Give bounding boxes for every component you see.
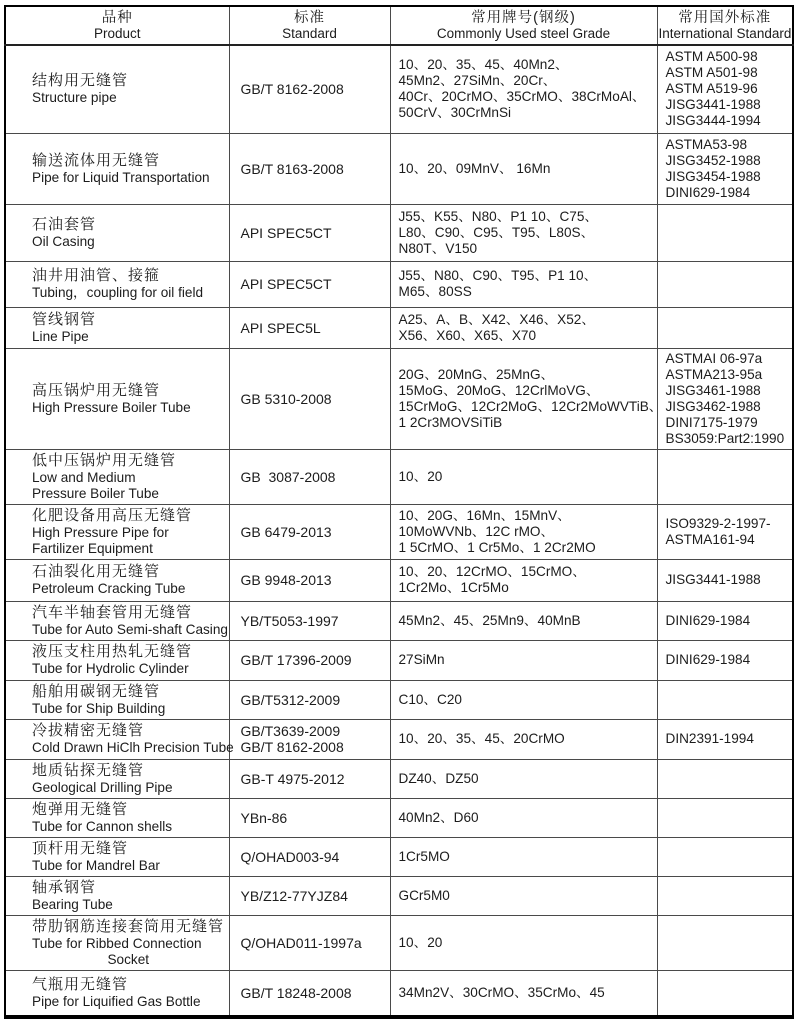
- product-line: Tube for Ship Building: [32, 700, 166, 716]
- cell-standard: [229, 970, 390, 1017]
- intl-line: ASTMA213-95a: [665, 366, 763, 382]
- grades-line: GCr5M0: [398, 887, 450, 903]
- cell-grades: [390, 876, 657, 915]
- table-row: [5, 504, 793, 559]
- cell-intl: [657, 759, 793, 798]
- intl-line: ASTM A500-98: [665, 49, 758, 65]
- cell-intl: [657, 504, 793, 559]
- cell-standard: [229, 133, 390, 204]
- standard-line: GB/T 8162-2008: [240, 81, 344, 98]
- grades-line: 45Mn2、45、25Mn9、40MnB: [398, 612, 581, 628]
- cell-intl: [657, 837, 793, 876]
- grades-line: 15MoG、20MoG、12CrlMoVG、: [398, 382, 600, 398]
- header-intl-en: International Standard: [658, 25, 792, 41]
- cell-grades: [390, 837, 657, 876]
- cell-grades: [390, 133, 657, 204]
- header-product-en: Product: [93, 25, 141, 41]
- cell-standard: [229, 915, 390, 970]
- standard-line: API SPEC5CT: [240, 224, 332, 241]
- cell-intl: [657, 204, 793, 261]
- cell-intl: [657, 348, 793, 449]
- cell-product: [5, 680, 229, 719]
- product-line: 气瓶用无缝管: [32, 975, 129, 993]
- cell-grades: [390, 759, 657, 798]
- product-line: 输送流体用无缝管: [32, 151, 161, 169]
- product-line: 轴承钢管: [32, 878, 97, 896]
- cell-grades: [390, 261, 657, 307]
- cell-standard: [229, 261, 390, 307]
- cell-grades: [390, 915, 657, 970]
- cell-intl: [657, 449, 793, 504]
- grades-line: X56、X60、X65、X70: [398, 327, 537, 343]
- standard-line: GB 6479-2013: [240, 523, 332, 540]
- standard-line: GB 5310-2008: [240, 390, 332, 407]
- cell-standard: [229, 559, 390, 601]
- cell-grades: [390, 348, 663, 449]
- cell-product: [5, 307, 229, 348]
- standard-line: GB/T 17396-2009: [240, 652, 352, 668]
- intl-line: JISG3452-1988: [665, 152, 761, 168]
- product-line: 地质钻探无缝管: [32, 761, 145, 779]
- grades-line: 40Mn2、D60: [398, 809, 479, 825]
- cell-grades: [390, 798, 657, 837]
- grades-line: 45Mn2、27SiMn、20Cr、: [398, 73, 557, 89]
- product-line: Structure pipe: [32, 90, 117, 106]
- intl-line: JISG3444-1994: [665, 113, 761, 129]
- cell-standard: [229, 348, 390, 449]
- intl-line: DINI7175-1979: [665, 414, 758, 430]
- cell-standard: [229, 45, 390, 133]
- table-row: [5, 261, 793, 307]
- cell-product: [5, 204, 229, 261]
- cell-product: [5, 133, 229, 204]
- grades-line: L80、C90、C95、T95、L80S、: [398, 224, 595, 240]
- cell-standard: [229, 719, 390, 759]
- table-row: [5, 45, 793, 133]
- cell-standard: [229, 307, 390, 348]
- product-line: 船舶用碳钢无缝管: [32, 682, 161, 700]
- grades-line: 27SiMn: [398, 652, 445, 667]
- standard-line: API SPEC5L: [240, 319, 321, 336]
- product-line: Tube for Auto Semi-shaft Casing: [32, 621, 228, 637]
- cell-standard: [229, 876, 390, 915]
- table-row: [5, 970, 793, 1017]
- product-line: Pipe for Liquid Transportation: [32, 169, 210, 185]
- cell-product: [5, 559, 229, 601]
- standard-line: GB/T 8162-2008: [240, 739, 344, 755]
- cell-intl: [657, 45, 793, 133]
- header-product-cn: 品种: [101, 9, 133, 26]
- grades-line: 50CrV、30CrMnSi: [398, 105, 512, 121]
- product-line: 冷拔精密无缝管: [32, 722, 145, 739]
- intl-line: JISG3461-1988: [665, 382, 761, 398]
- cell-grades: [390, 601, 657, 640]
- grades-line: 34Mn2V、30CrMO、35CrMo、45: [398, 984, 605, 1000]
- header-grades-en: Commonly Used steel Grade: [436, 25, 611, 41]
- table-row: [5, 759, 793, 798]
- intl-line: ASTMA53-98: [665, 136, 748, 152]
- product-line: 管线钢管: [32, 310, 97, 328]
- standard-line: API SPEC5CT: [240, 276, 332, 292]
- cell-standard: [229, 449, 390, 504]
- product-line: Bearing Tube: [32, 896, 113, 912]
- cell-grades: [390, 559, 657, 601]
- steel-pipe-standards-table: [4, 5, 794, 1019]
- cell-product: [5, 640, 229, 680]
- table-row: [5, 307, 793, 348]
- standard-line: YB/T5053-1997: [240, 612, 339, 629]
- header-cell-grades: [390, 6, 657, 45]
- product-line: Oil Casing: [32, 233, 95, 249]
- product-line: Low and Medium: [32, 469, 136, 485]
- product-line: Tube for Cannon shells: [32, 818, 173, 834]
- standard-line: GB-T 4975-2012: [240, 770, 345, 787]
- cell-standard: [229, 680, 390, 719]
- cell-intl: [657, 261, 793, 307]
- cell-intl: [657, 915, 793, 970]
- cell-product: [5, 915, 229, 970]
- cell-grades: [390, 449, 657, 504]
- product-line: 带肋钢筋连接套筒用无缝管: [32, 917, 225, 935]
- product-line: Cold Drawn HiClh Precision Tube: [32, 740, 234, 755]
- header-standard-cn: 标准: [294, 9, 325, 26]
- product-line: 汽车半轴套管用无缝管: [32, 603, 193, 621]
- table-row: [5, 876, 793, 915]
- grades-line: 1Cr5MO: [398, 848, 450, 864]
- standard-line: YBn-86: [240, 809, 288, 826]
- cell-grades: [390, 204, 657, 261]
- intl-line: DINI629-1984: [665, 184, 751, 200]
- cell-grades: [390, 307, 657, 348]
- cell-intl: [657, 307, 793, 348]
- intl-line: JISG3441-1988: [665, 572, 761, 587]
- product-line: 液压支柱用热轧无缝管: [32, 643, 193, 660]
- header-cell-intl: [657, 6, 793, 45]
- product-line: 化肥设备用高压无缝管: [32, 506, 193, 524]
- intl-line: ASTM A519-96: [665, 81, 758, 97]
- product-line: Pressure Boiler Tube: [32, 485, 159, 501]
- product-line: Tubing，coupling for oil field: [32, 285, 204, 300]
- cell-product: [5, 798, 229, 837]
- cell-standard: [229, 759, 390, 798]
- cell-intl: [657, 133, 793, 204]
- product-line: Tube for Mandrel Bar: [32, 857, 160, 873]
- grades-line: C10、C20: [398, 691, 462, 707]
- product-line: Socket: [107, 951, 150, 967]
- product-line: Tube for Ribbed Connection: [32, 935, 202, 951]
- product-line: 油井用油管、接箍: [32, 267, 161, 284]
- grades-line: 10MoWVNb、12C rMO、: [398, 523, 555, 539]
- cell-standard: [229, 837, 390, 876]
- header-row: [5, 6, 793, 45]
- cell-grades: [390, 504, 657, 559]
- header-cell-product: [5, 6, 229, 45]
- grades-line: 10、20: [398, 934, 443, 950]
- grades-line: 10、20、35、45、20CrMO: [398, 731, 565, 746]
- standard-line: GB/T3639-2009: [240, 723, 341, 739]
- cell-intl: [657, 559, 793, 601]
- grades-line: 15CrMoG、12Cr2MoG、12Cr2MoWVTiB、: [398, 398, 663, 414]
- intl-line: JISG3454-1988: [665, 168, 761, 184]
- grades-line: A25、A、B、X42、X46、X52、: [398, 311, 595, 327]
- product-line: 石油套管: [32, 215, 97, 233]
- table-row: [5, 798, 793, 837]
- product-line: Line Pipe: [32, 328, 89, 344]
- standard-line: GB/T 8163-2008: [240, 160, 344, 177]
- cell-product: [5, 504, 229, 559]
- cell-product: [5, 601, 229, 640]
- intl-line: DINI629-1984: [665, 652, 751, 667]
- product-line: High Pressure Pipe for: [32, 524, 169, 540]
- grades-line: J55、K55、N80、P1 10、C75、: [398, 208, 598, 224]
- table-row: [5, 640, 793, 680]
- cell-product: [5, 759, 229, 798]
- cell-intl: [657, 640, 793, 680]
- table-row: [5, 133, 793, 204]
- grades-line: DZ40、DZ50: [398, 770, 479, 786]
- cell-standard: [229, 601, 390, 640]
- table-header: [5, 6, 793, 45]
- product-line: Tube for Hydrolic Cylinder: [32, 661, 189, 676]
- grades-line: 10、20、12CrMO、15CrMO、: [398, 564, 586, 579]
- standard-line: YB/Z12-77YJZ84: [240, 887, 348, 904]
- product-line: 低中压锅炉用无缝管: [32, 451, 177, 469]
- cell-intl: [657, 798, 793, 837]
- intl-line: ISO9329-2-1997-: [665, 515, 771, 531]
- grades-line: 1 2Cr3MOVSiTiB: [398, 414, 503, 430]
- cell-intl: [657, 719, 793, 759]
- header-standard-en: Standard: [282, 25, 337, 41]
- header-grades-cn: 常用牌号(钢级): [471, 9, 576, 26]
- product-line: 炮弹用无缝管: [32, 800, 129, 818]
- cell-standard: [229, 640, 390, 680]
- intl-line: BS3059:Part2:1990: [665, 430, 785, 446]
- intl-line: DIN2391-1994: [665, 731, 754, 746]
- standard-line: GB 9948-2013: [240, 572, 332, 588]
- product-line: 石油裂化用无缝管: [32, 563, 161, 580]
- table-row: [5, 348, 793, 449]
- product-line: Pipe for Liquified Gas Bottle: [32, 993, 201, 1009]
- grades-line: 10、20: [398, 468, 443, 484]
- grades-line: M65、80SS: [398, 284, 472, 299]
- cell-product: [5, 837, 229, 876]
- grades-line: 20G、20MnG、25MnG、: [398, 366, 555, 382]
- standard-line: Q/OHAD003-94: [240, 848, 340, 865]
- product-line: Fartilizer Equipment: [32, 540, 153, 556]
- grades-line: J55、N80、C90、T95、P1 10、: [398, 268, 598, 283]
- product-line: Geological Drilling Pipe: [32, 779, 173, 795]
- cell-grades: [390, 680, 657, 719]
- cell-standard: [229, 204, 390, 261]
- intl-line: JISG3462-1988: [665, 398, 761, 414]
- table-row: [5, 915, 793, 970]
- product-line: 顶杆用无缝管: [32, 839, 129, 857]
- standard-line: GB/T 18248-2008: [240, 984, 352, 1001]
- header-cell-standard: [229, 6, 390, 45]
- header-intl-cn: 常用国外标准: [678, 9, 772, 26]
- product-line: 高压锅炉用无缝管: [32, 381, 161, 399]
- grades-line: 1 5CrMO、1 Cr5Mo、1 2Cr2MO: [398, 539, 596, 555]
- cell-standard: [229, 798, 390, 837]
- table-row: [5, 204, 793, 261]
- cell-intl: [657, 601, 793, 640]
- standard-line: GB/T5312-2009: [240, 691, 341, 708]
- table-row: [5, 680, 793, 719]
- cell-product: [5, 719, 234, 759]
- table-body: [5, 45, 793, 1017]
- cell-intl: [657, 680, 793, 719]
- cell-grades: [390, 970, 657, 1017]
- intl-line: ASTMAI 06-97a: [665, 350, 763, 366]
- intl-line: ASTMA161-94: [665, 531, 755, 547]
- cell-product: [5, 261, 229, 307]
- table-row: [5, 559, 793, 601]
- cell-product: [5, 348, 229, 449]
- grades-line: 40Cr、20CrMO、35CrMO、38CrMoAl、: [398, 89, 646, 105]
- standard-line: GB 3087-2008: [240, 468, 336, 485]
- cell-product: [5, 970, 229, 1017]
- grades-line: 1Cr2Mo、1Cr5Mo: [398, 580, 509, 595]
- cell-standard: [229, 504, 390, 559]
- intl-line: DINI629-1984: [665, 612, 751, 628]
- product-line: 结构用无缝管: [32, 72, 129, 90]
- cell-grades: [390, 45, 657, 133]
- grades-line: N80T、V150: [398, 240, 478, 256]
- cell-grades: [390, 640, 657, 680]
- table-row: [5, 601, 793, 640]
- cell-grades: [390, 719, 657, 759]
- grades-line: 10、20、35、45、40Mn2、: [398, 57, 569, 73]
- cell-product: [5, 45, 229, 133]
- table-row: [5, 719, 793, 759]
- cell-intl: [657, 876, 793, 915]
- table-row: [5, 837, 793, 876]
- grades-line: 10、20、09MnV、 16Mn: [398, 160, 551, 176]
- cell-product: [5, 449, 229, 504]
- cell-product: [5, 876, 229, 915]
- grades-line: 10、20G、16Mn、15MnV、: [398, 507, 571, 523]
- table-row: [5, 449, 793, 504]
- product-line: High Pressure Boiler Tube: [32, 399, 191, 415]
- product-line: Petroleum Cracking Tube: [32, 581, 186, 596]
- intl-line: JISG3441-1988: [665, 97, 761, 113]
- intl-line: ASTM A501-98: [665, 65, 758, 81]
- cell-intl: [657, 970, 793, 1017]
- standard-line: Q/OHAD011-1997a: [240, 934, 362, 951]
